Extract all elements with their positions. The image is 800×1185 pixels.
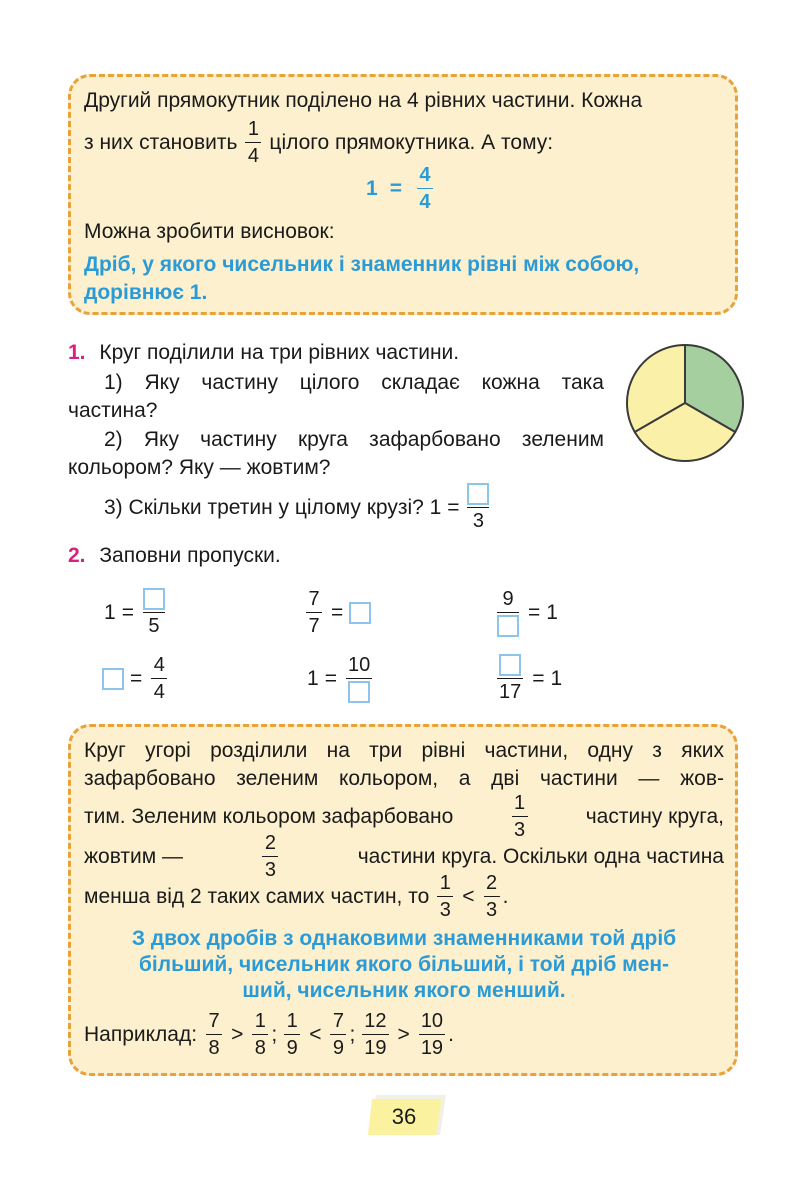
fraction-bar [306,612,322,613]
ex1-left: 1 [104,600,116,624]
fraction-bar [497,612,519,613]
box2-rule-line2: більший, чисельник якого більший, і той дріб мен- [138,953,670,976]
task1-number: 1. [68,341,86,364]
task1-q2-line2: кольором? Яку — жовтим? [68,456,331,479]
fraction-bar [512,816,528,817]
comparison-sign: > [231,1022,244,1046]
fraction-bar [284,1034,300,1035]
fraction-denominator: 19 [420,1037,444,1059]
example-label: Наприклад: [84,1022,198,1046]
fraction-numerator: 2 [264,832,276,854]
ex4-fraction [151,654,167,703]
fraction-bar [437,896,453,897]
equals-sign: = [532,666,545,690]
exercise-2 [303,588,371,637]
example-2 [281,1010,359,1059]
fraction-bar [484,896,500,897]
fraction-denominator: 9 [332,1037,345,1059]
box2-line5-pre: менша від 2 таких самих частин, то [84,884,430,908]
box2-line5 [84,872,508,921]
fraction-numerator: 7 [308,588,320,610]
fraction [252,1010,268,1059]
fraction-denominator: 7 [308,615,320,637]
fraction-denominator: 4 [247,145,259,167]
equals-sign: = [528,600,541,624]
less-than-sign: < [462,884,475,908]
comparison-sign: > [397,1022,410,1046]
fraction-bar [330,1034,346,1035]
fraction-two-thirds-compare [484,872,500,921]
fraction [362,1010,388,1059]
equation-sign: = [389,176,402,200]
box1-rule-line2: дорівнює 1. [84,281,208,304]
fraction-four-quarters [417,164,433,213]
fraction-bar [467,507,489,508]
fraction-numerator: 7 [208,1010,220,1032]
equation-left: 1 [366,176,378,200]
ex6-right: 1 [550,666,563,690]
fraction-denominator: 3 [486,899,498,921]
fraction-numerator: 1 [286,1010,298,1032]
fraction-denominator: 3 [264,859,276,881]
fraction-one-quarter [245,118,261,167]
fraction-bar [497,678,523,679]
box1-rule-line1: Дріб, у якого чисельник і знаменник рівні між собою, [84,253,640,276]
box2-rule-line3: ший, чисельник якого менший. [242,979,566,1002]
fraction [206,1010,222,1059]
exercise-4 [102,654,170,703]
separator: ; [271,1022,278,1046]
box2-line4-post: частини круга. Оскільки одна частина [357,844,724,868]
box2-line3-pre: тим. Зеленим кольором зафарбовано [84,804,454,828]
fraction-numerator: 10 [347,654,371,676]
answer-box[interactable] [499,654,521,676]
box2-line4-pre: жовтим — [84,844,184,868]
equals-sign: = [121,600,134,624]
ex2-fraction [306,588,322,637]
answer-box[interactable] [467,483,489,505]
fraction-denominator: 17 [499,681,522,703]
task1-intro: Круг поділили на три рівних частини. [99,341,460,364]
example-1 [203,1010,281,1059]
box2-line2: зафарбовано зеленим кольором, а дві частини — жов- [84,767,724,790]
fraction-numerator: 1 [254,1010,266,1032]
fraction-answer-thirds [467,483,489,532]
fraction-denominator: 9 [286,1037,298,1059]
fraction-numerator: 1 [247,118,259,140]
fraction-denominator: 8 [254,1037,266,1059]
fraction-bar [245,142,261,143]
fraction-numerator: 1 [439,872,451,894]
fraction-bar [252,1034,268,1035]
fraction-denominator: 5 [148,615,160,637]
fraction-bar [262,856,278,857]
fraction-bar [206,1034,222,1035]
fraction-bar [143,612,165,613]
fraction-numerator: 4 [419,164,431,186]
fraction-numerator: 12 [364,1010,387,1032]
fraction [330,1010,346,1059]
comparison-sign: < [309,1022,322,1046]
equals-sign: = [324,666,337,690]
fraction-bar [417,188,433,189]
ex5-fraction [346,654,372,703]
task1-q3 [104,483,492,532]
box2-line3-post: частину круга, [585,804,724,828]
answer-box[interactable] [497,615,519,637]
fraction-denominator: 8 [208,1037,220,1059]
ex3-right: 1 [546,600,558,624]
answer-box[interactable] [102,668,124,690]
box2-rule-line1: З двох дробів з однаковими знаменниками той дріб [131,927,677,950]
fraction-denominator: 4 [153,681,165,703]
ex5-left: 1 [307,666,319,690]
task1-q2-line1: 2) Яку частину круга зафарбовано зеленим [104,428,604,451]
box1-line1: Другий прямокутник поділено на 4 рівних частини. Кожна [84,89,643,112]
page-number: 36 [391,1104,417,1129]
task1-q1-line2: частина? [68,399,158,422]
task2-number: 2. [68,544,86,567]
example-3 [359,1010,454,1059]
fraction-numerator: 9 [502,588,514,610]
task1-q3-text: 3) Скільки третин у цілому крузі? 1 = [104,495,460,519]
separator: . [448,1022,454,1046]
fraction [284,1010,300,1059]
task2-header [68,543,281,569]
box2-line1: Круг угорі розділили на три рівні частини, одну з яких [84,739,724,762]
circle-thirds-diagram [620,338,750,468]
equals-sign: = [331,600,344,624]
ex1-fraction [143,588,165,637]
fraction-bar [419,1034,445,1035]
task2-title: Заповни пропуски. [99,544,281,567]
task1-q1-line1: 1) Яку частину цілого складає кожна така [104,371,604,394]
fraction-numerator: 7 [332,1010,345,1032]
exercise-3 [494,588,558,637]
task1-header [68,340,459,366]
answer-box[interactable] [348,681,370,703]
answer-box[interactable] [143,588,165,610]
fraction-denominator: 19 [364,1037,387,1059]
ex3-fraction [497,588,519,637]
equals-sign: = [130,666,143,690]
fraction-numerator: 4 [153,654,165,676]
fraction-numerator: 1 [513,792,526,814]
fraction-denominator: 4 [419,191,431,213]
fraction-denominator: 3 [472,510,485,532]
box2-examples [84,1010,454,1059]
fraction-denominator: 3 [513,819,526,841]
box1-conclusion: Можна зробити висновок: [84,220,335,243]
box1-equation [366,164,436,213]
exercise-5 [307,654,375,703]
fraction-bar [362,1034,388,1035]
fraction-numerator: 2 [486,872,498,894]
exercise-1 [104,588,168,637]
fraction-bar [151,678,167,679]
separator: ; [349,1022,356,1046]
box1-line2 [84,118,553,167]
fraction [419,1010,445,1059]
fraction-bar [346,678,372,679]
box1-line2-post: цілого прямокутника. А тому: [269,130,554,154]
fraction-one-third-compare [437,872,453,921]
exercise-6 [494,654,562,703]
ex6-fraction [497,654,523,703]
fraction-denominator: 3 [439,899,451,921]
period: . [502,884,509,908]
box1-line2-pre: з них становить [84,130,238,154]
fraction-numerator: 10 [420,1010,444,1032]
answer-box[interactable] [349,602,371,624]
